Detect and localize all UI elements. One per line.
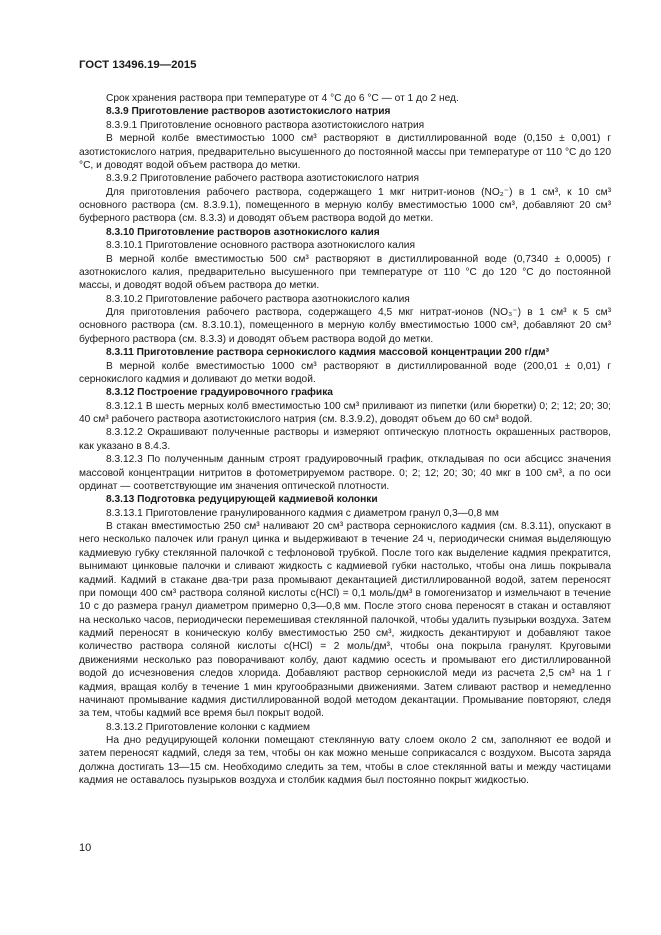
subsection-title: 8.3.10.1 Приготовление основного раствора азотнокислого калия: [106, 240, 416, 252]
section-heading: 8.3.9 Приготовление растворов азотистокислого натрия: [106, 106, 391, 118]
paragraph: В мерной колбе вместимостью 500 см³ растворяют в дистиллированной воде (0,7340 ± 0,0005) г азотнокислого калия, предварительно высушенного при температуре от 110 °С до 120 °С до постоянной массы, и доводят водой объем раствора до метки.: [79, 253, 611, 292]
subsection-title: 8.3.9.2 Приготовление рабочего раствора азотистокислого натрия: [106, 173, 419, 185]
document-header: ГОСТ 13496.19—2015: [79, 59, 197, 71]
paragraph: Срок хранения раствора при температуре от 4 °С до 6 °С — от 1 до 2 нед.: [106, 93, 459, 104]
paragraph: В мерной колбе вместимостью 1000 см³ растворяют в дистиллированной воде (0,150 ± 0,001) г азотистокислого натрия, предварительно высушенного до постоянной массы при температуре от 110 °С до 120 °С, и доводят водой объем раствора до метки.: [79, 133, 611, 171]
section-heading: 8.3.10 Приготовление растворов азотнокислого калия: [106, 226, 380, 238]
subsection-title: 8.3.13.1 Приготовление гранулированного кадмия с диаметром гранул 0,3—0,8 мм: [106, 507, 499, 519]
paragraph: 8.3.12.1 В шесть мерных колб вместимостью 100 см³ приливают из пипетки (или бюретки) 0; 2; 12; 20; 30; 40 см³ рабочего раствора азотистокислого натрия (см. 8.3.9.2), доводят объем до 60 см³ водой.: [79, 400, 611, 425]
subsection-title: 8.3.10.2 Приготовление рабочего раствора азотнокислого калия: [106, 293, 410, 305]
paragraph: 8.3.12.3 По полученным данным строят градуировочный график, откладывая по оси абсцисс значения массовой концентрации нитритов в фотометрируемом растворе. 0; 2; 12; 20; 30; 40 мкг в 100 см³, а по оси ординат — соответствующие им значения оптической плотности.: [79, 454, 611, 492]
subsection-title: 8.3.13.2 Приготовление колонки с кадмием: [106, 721, 311, 733]
paragraph: В стакан вместимостью 250 см³ наливают 20 см³ раствора сернокислого кадмия (см. 8.3.11), опускают в него несколько палочек или гранул цинка и выдерживают в течение 24 ч, периодически снимая выделяющую кадмиевую губку стеклянной палочкой с тефлоновой трубкой. После того как выделение кадмия прекратится, вынимают цинковые палочки и сливают жидкость с кадмиевой губки настолько, чтобы она лишь покрывала кадмий. Кадмий в стакане два-три раза промывают декантацией дистиллированной водой, затем переносят при помощи 400 см³ раствора соляной кислоты с(HCl) = 0,1 моль/дм³ в гомогенизатор и измельчают в течение 10 с до размера гранул диаметром примерно 0,3—0,8 мм. После этого снова переносят в стакан и оставляют на несколько часов, периодически перемешивая стеклянной палочкой, чтобы удалить пузырьки воздуха. Затем кадмий переносят в коническую колбу вместимостью 250 см³, жидкость декантируют и добавляют такое количество раствора соляной кислоты с(HCl) = 2 моль/дм³, чтобы она покрыла гранулят. Круговыми движениями несколько раз поворачивают колбу, дают кадмию осесть и промывают его дистиллированной водой до исчезновения следов хлорида. Добавляют раствор сернокислой меди из расчета 2,5 см³ на 1 г кадмия, вращая колбу в течение 1 мин кругообразными движениями. Затем сливают раствор и немедленно начинают промывание кадмия дистиллированной водой методом декантации. Промывание повторяют, следя за тем, чтобы кадмий все время был покрыт водой.: [79, 521, 611, 720]
document-body: [79, 92, 611, 788]
paragraph: Для приготовления рабочего раствора, содержащего 1 мкг нитрит-ионов (NO₂⁻) в 1 см³, к 10 см³ основного раствора (см. 8.3.9.1), помещенного в мерную колбу вместимостью 1000 см³, добавляют 20 см³ буферного раствора (см. 8.3.3) и доводят объем раствора водой до метки.: [79, 186, 611, 225]
paragraph: На дно редуцирующей колонки помещают стеклянную вату слоем около 2 см, заполняют ее водой и затем переносят кадмий, следя за тем, чтобы он как можно меньше соприкасался с воздухом. Высота заряда должна достигать 13—15 см. Необходимо следить за тем, чтобы в слое стеклянной ваты и между частицами кадмия не оставалось пузырьков воздуха и столбик кадмия был постоянно покрыт жидкостью.: [79, 735, 611, 787]
paragraph: 8.3.12.2 Окрашивают полученные растворы и измеряют оптическую плотность окрашенных растворов, как указано в 8.4.3.: [79, 427, 611, 452]
paragraph: В мерной колбе вместимостью 1000 см³ растворяют в дистиллированной воде (200,01 ± 0,01) г сернокислого кадмия и доливают до метки водой.: [79, 360, 611, 385]
section-heading: 8.3.13 Подготовка редуцирующей кадмиевой колонки: [106, 494, 378, 506]
section-heading: 8.3.11 Приготовление раствора сернокислого кадмия массовой концентрации 200 г/дм³: [106, 347, 549, 359]
section-heading: 8.3.12 Построение градуировочного графика: [106, 387, 333, 399]
page-number: 10: [79, 842, 92, 854]
paragraph: Для приготовления рабочего раствора, содержащего 4,5 мкг нитрат-ионов (NO₃⁻) в 1 см³ к 5 см³ основного раствора (см. 8.3.10.1), помещенного в мерную колбу вместимостью 1000 см³, добавляют 20 см³ буферного раствора (см. 8.3.3) и доводят объем раствора водой до метки.: [79, 307, 611, 345]
subsection-title: 8.3.9.1 Приготовление основного раствора азотистокислого натрия: [106, 119, 425, 131]
